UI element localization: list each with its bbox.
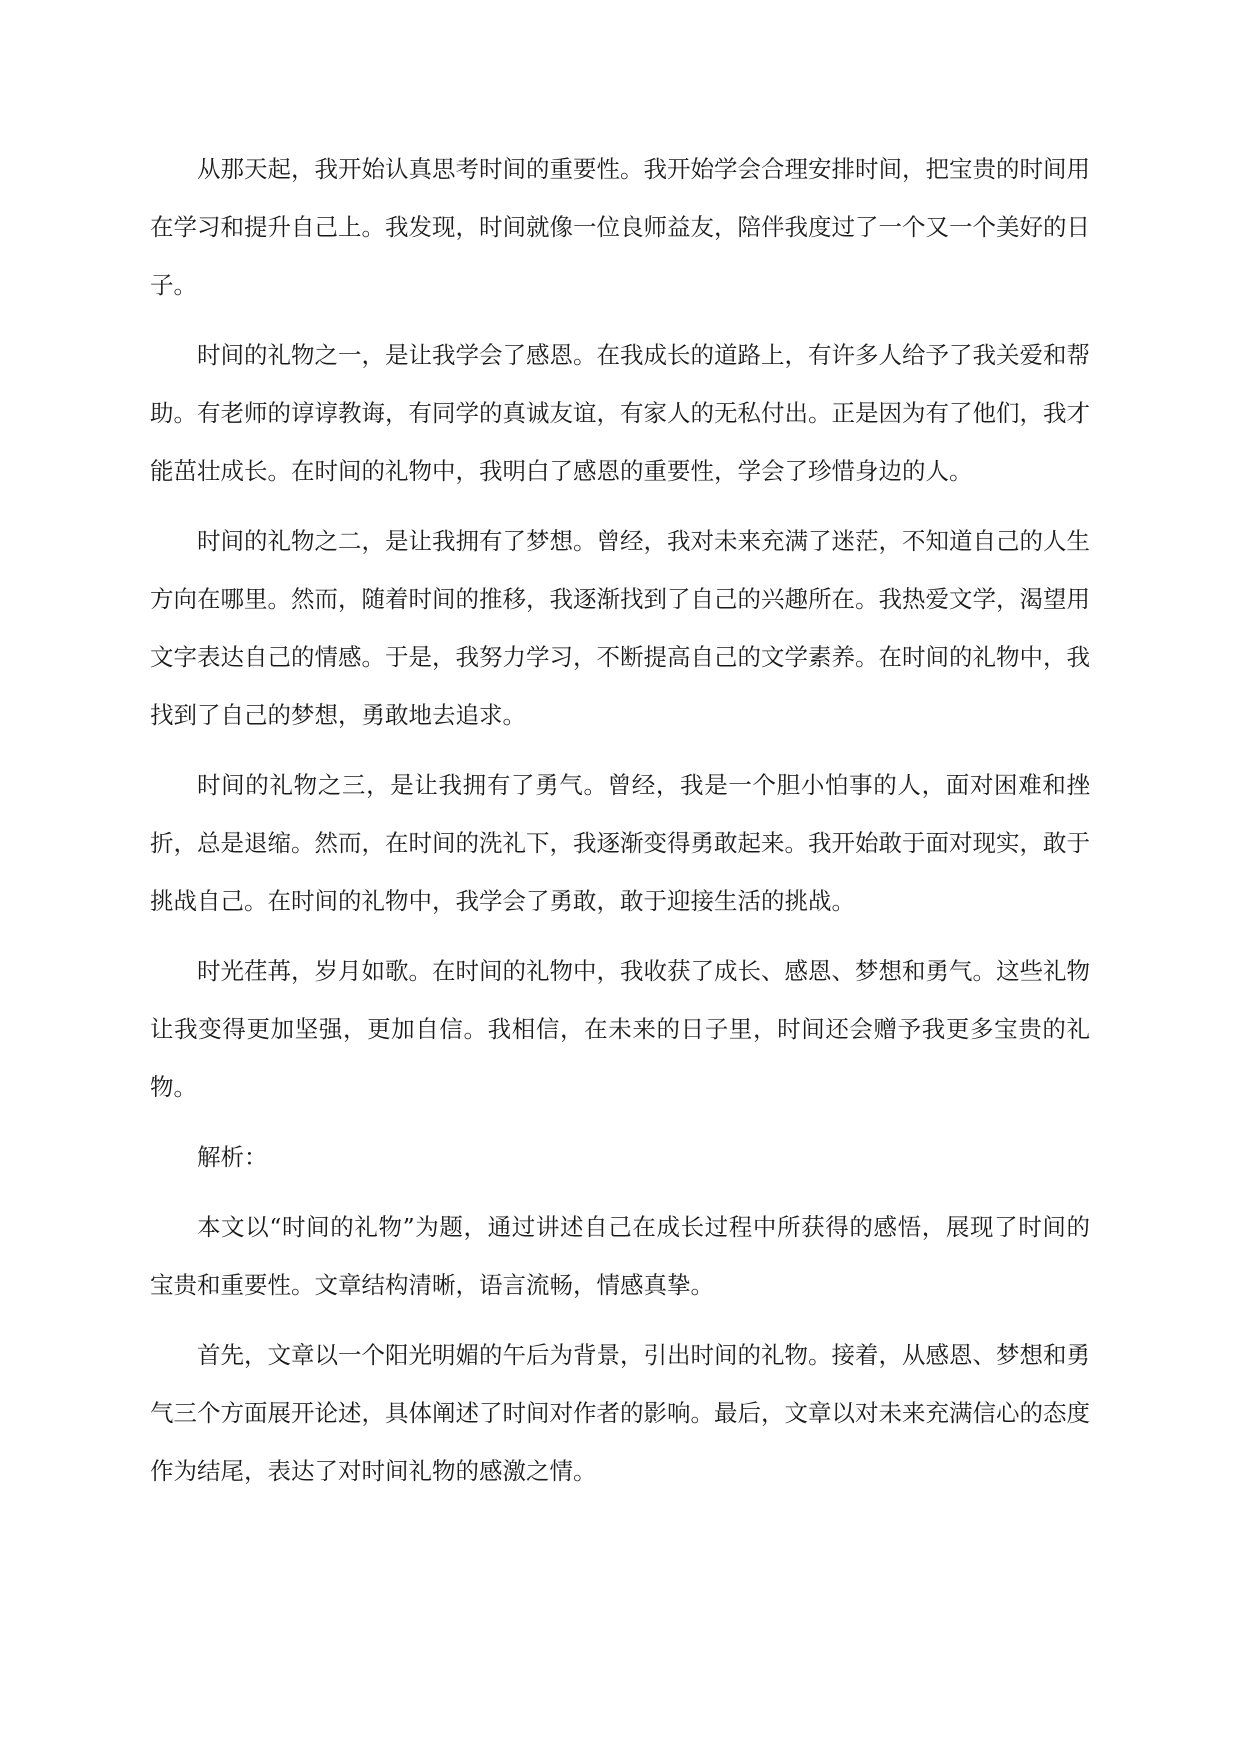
paragraph-analysis-structure: 首先，文章以一个阳光明媚的午后为背景，引出时间的礼物。接着，从感恩、梦想和勇气三个方面展开论述，具体阐述了时间对作者的影响。最后，文章以对未来充满信心的态度作为结尾，表达了对时间礼物的感激之情。 (150, 1341, 1090, 1485)
paragraph-conclusion: 时光荏苒，岁月如歌。在时间的礼物中，我收获了成长、感恩、梦想和勇气。这些礼物让我变得更加坚强，更加自信。我相信，在未来的日子里，时间还会赠予我更多宝贵的礼物。 (150, 957, 1090, 1101)
paragraph-gift-courage: 时间的礼物之三，是让我拥有了勇气。曾经，我是一个胆小怕事的人，面对困难和挫折，总是退缩。然而，在时间的洗礼下，我逐渐变得勇敢起来。我开始敢于面对现实，敢于挑战自己。在时间的礼物中，我学会了勇敢，敢于迎接生活的挑战。 (150, 771, 1090, 915)
document-body (150, 140, 1090, 1512)
paragraph-time-importance: 从那天起，我开始认真思考时间的重要性。我开始学会合理安排时间，把宝贵的时间用在学习和提升自己上。我发现，时间就像一位良师益友，陪伴我度过了一个又一个美好的日子。 (150, 155, 1090, 299)
paragraph-gift-gratitude: 时间的礼物之一，是让我学会了感恩。在我成长的道路上，有许多人给予了我关爱和帮助。有老师的谆谆教诲，有同学的真诚友谊，有家人的无私付出。正是因为有了他们，我才能茁壮成长。在时间的礼物中，我明白了感恩的重要性，学会了珍惜身边的人。 (150, 341, 1090, 485)
analysis-heading: 解析： (197, 1143, 268, 1171)
paragraph-analysis-summary: 本文以“时间的礼物”为题，通过讲述自己在成长过程中所获得的感悟，展现了时间的宝贵和重要性。文章结构清晰，语言流畅，情感真挚。 (150, 1213, 1090, 1299)
paragraph-gift-dream: 时间的礼物之二，是让我拥有了梦想。曾经，我对未来充满了迷茫，不知道自己的人生方向在哪里。然而，随着时间的推移，我逐渐找到了自己的兴趣所在。我热爱文学，渴望用文字表达自己的情感。于是，我努力学习，不断提高自己的文学素养。在时间的礼物中，我找到了自己的梦想，勇敢地去追求。 (150, 527, 1090, 729)
